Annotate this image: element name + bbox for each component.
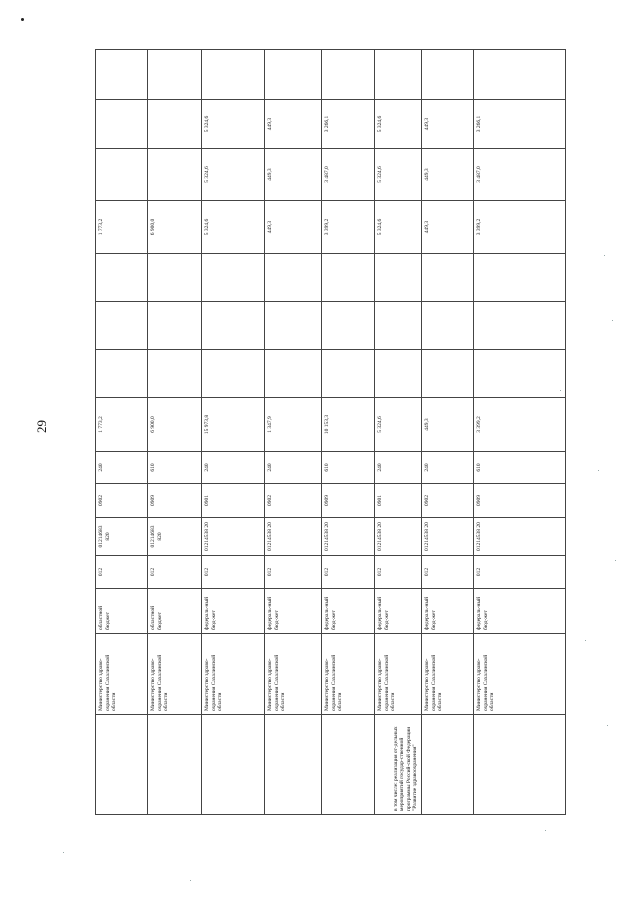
year-5-cell: 3 487,0 (322, 149, 375, 201)
funding-source-cell: федераль-ный бюд-жет (265, 589, 322, 634)
year-1-cell (202, 350, 265, 398)
year-4-cell: 5 324,6 (202, 201, 265, 254)
year-5-cell: 5 324,6 (202, 149, 265, 201)
year-2-cell (322, 302, 375, 350)
responsible-cell: Министерство здраво-охранения Сахалинской области (322, 634, 375, 715)
year-4-cell: 449,3 (265, 201, 322, 254)
year-7-cell (422, 50, 474, 100)
grbs-code-cell: 012 (148, 556, 202, 589)
year-4-cell: 5 324,6 (375, 201, 422, 254)
year-4-cell: 3 399,2 (322, 201, 375, 254)
year-1-cell (265, 350, 322, 398)
expense-type-cell: 610 (474, 452, 566, 484)
year-2-cell (96, 302, 148, 350)
year-3-cell (96, 254, 148, 302)
year-2-cell (375, 302, 422, 350)
expense-type-cell: 610 (148, 452, 202, 484)
year-2-cell (148, 302, 202, 350)
year-7-cell (202, 50, 265, 100)
year-6-cell: 5 324,6 (202, 100, 265, 149)
year-5-cell: 5 324,6 (375, 149, 422, 201)
section-code-cell: 0901 (202, 484, 265, 518)
section-code-cell: 0902 (265, 484, 322, 518)
table-row (422, 50, 474, 815)
grbs-code-cell: 012 (474, 556, 566, 589)
target-article-cell: 01214538 20 (202, 518, 265, 556)
grbs-code-cell: 012 (265, 556, 322, 589)
section-code-cell: 0902 (422, 484, 474, 518)
year-2-cell (202, 302, 265, 350)
expense-type-cell: 240 (265, 452, 322, 484)
table-body (96, 50, 566, 815)
responsible-cell: Министерство здраво-охранения Сахалинской области (265, 634, 322, 715)
table-row (202, 50, 265, 815)
total-cell: 15 973,8 (202, 398, 265, 452)
grbs-code-cell: 012 (375, 556, 422, 589)
section-code-cell: 0901 (375, 484, 422, 518)
year-4-cell: 449,3 (422, 201, 474, 254)
funding-source-cell: федераль-ный бюд-жет (322, 589, 375, 634)
year-3-cell (322, 254, 375, 302)
year-2-cell (422, 302, 474, 350)
table-row (322, 50, 375, 815)
funding-source-cell: федераль-ный бюд-жет (474, 589, 566, 634)
funding-source-cell: федераль-ный бюд-жет (422, 589, 474, 634)
year-6-cell: 449,3 (422, 100, 474, 149)
year-5-cell: 449,3 (265, 149, 322, 201)
year-1-cell (322, 350, 375, 398)
year-1-cell (148, 350, 202, 398)
year-4-cell: 3 399,2 (474, 201, 566, 254)
total-cell: 10 153,3 (322, 398, 375, 452)
year-5-cell (96, 149, 148, 201)
target-article-cell: 01214683 820 (148, 518, 202, 556)
year-2-cell (265, 302, 322, 350)
total-cell: 1 773,2 (96, 398, 148, 452)
row-label-cell (322, 715, 375, 815)
responsible-cell: Министерство здраво-охранения Сахалинской области (422, 634, 474, 715)
target-article-cell: 01214538 20 (422, 518, 474, 556)
year-7-cell (322, 50, 375, 100)
funding-source-cell: федераль-ный бюд-жет (375, 589, 422, 634)
grbs-code-cell: 012 (422, 556, 474, 589)
year-3-cell (474, 254, 566, 302)
responsible-cell: Министерство здраво-охранения Сахалинской области (375, 634, 422, 715)
target-article-cell: 01214538 20 (265, 518, 322, 556)
budget-table (95, 49, 566, 815)
total-cell: 449,3 (422, 398, 474, 452)
row-label-cell (148, 715, 202, 815)
expense-type-cell: 240 (96, 452, 148, 484)
rotated-table-wrapper (95, 50, 565, 815)
total-cell: 1 347,9 (265, 398, 322, 452)
expense-type-cell: 240 (422, 452, 474, 484)
expense-type-cell: 610 (322, 452, 375, 484)
section-code-cell: 0902 (96, 484, 148, 518)
table-row (474, 50, 566, 815)
year-6-cell: 3 266,1 (322, 100, 375, 149)
year-6-cell: 5 324,6 (375, 100, 422, 149)
expense-type-cell: 240 (375, 452, 422, 484)
total-cell: 5 324,6 (375, 398, 422, 452)
year-3-cell (422, 254, 474, 302)
year-3-cell (148, 254, 202, 302)
funding-source-cell: федераль-ный бюд-жет (202, 589, 265, 634)
row-label-cell (422, 715, 474, 815)
year-3-cell (202, 254, 265, 302)
total-cell: 3 399,2 (474, 398, 566, 452)
year-6-cell (96, 100, 148, 149)
table-row (265, 50, 322, 815)
total-cell: 6 900,0 (148, 398, 202, 452)
table-row (148, 50, 202, 815)
section-code-cell: 0909 (322, 484, 375, 518)
year-7-cell (375, 50, 422, 100)
year-1-cell (96, 350, 148, 398)
responsible-cell: Министерство здраво-охранения Сахалинской области (474, 634, 566, 715)
grbs-code-cell: 012 (96, 556, 148, 589)
year-6-cell (148, 100, 202, 149)
target-article-cell: 01214538 20 (375, 518, 422, 556)
year-1-cell (422, 350, 474, 398)
target-article-cell: 01214683 820 (96, 518, 148, 556)
responsible-cell: Министерство здраво-охранения Сахалинской области (148, 634, 202, 715)
target-article-cell: 01214538 20 (474, 518, 566, 556)
funding-source-cell: областной бюджет (96, 589, 148, 634)
year-6-cell: 449,3 (265, 100, 322, 149)
table-row (375, 50, 422, 815)
section-code-cell: 0909 (148, 484, 202, 518)
responsible-cell: Министерство здраво-охранения Сахалинской области (202, 634, 265, 715)
table-row (96, 50, 148, 815)
grbs-code-cell: 012 (322, 556, 375, 589)
year-1-cell (375, 350, 422, 398)
year-7-cell (474, 50, 566, 100)
year-5-cell: 449,3 (422, 149, 474, 201)
year-4-cell: 1 773,2 (96, 201, 148, 254)
year-3-cell (375, 254, 422, 302)
year-4-cell: 6 900,0 (148, 201, 202, 254)
scan-dot (21, 18, 24, 21)
funding-source-cell: областной бюджет (148, 589, 202, 634)
year-7-cell (96, 50, 148, 100)
year-5-cell: 3 487,0 (474, 149, 566, 201)
row-label-cell (96, 715, 148, 815)
year-6-cell: 3 266,1 (474, 100, 566, 149)
grbs-code-cell: 012 (202, 556, 265, 589)
row-label-cell (202, 715, 265, 815)
year-1-cell (474, 350, 566, 398)
year-7-cell (148, 50, 202, 100)
expense-type-cell: 240 (202, 452, 265, 484)
year-7-cell (265, 50, 322, 100)
target-article-cell: 01214538 20 (322, 518, 375, 556)
row-label-cell (265, 715, 322, 815)
row-label-cell (474, 715, 566, 815)
year-5-cell (148, 149, 202, 201)
year-3-cell (265, 254, 322, 302)
year-2-cell (474, 302, 566, 350)
responsible-cell: Министерство здраво-охранения Сахалинской области (96, 634, 148, 715)
page-number: 29 (34, 420, 49, 433)
row-label-cell: в том числе: реализация от-дельных мероприятий государ-ственной программы Россий-ской Федерации "Развитие здравоохранения" (375, 715, 422, 815)
section-code-cell: 0909 (474, 484, 566, 518)
